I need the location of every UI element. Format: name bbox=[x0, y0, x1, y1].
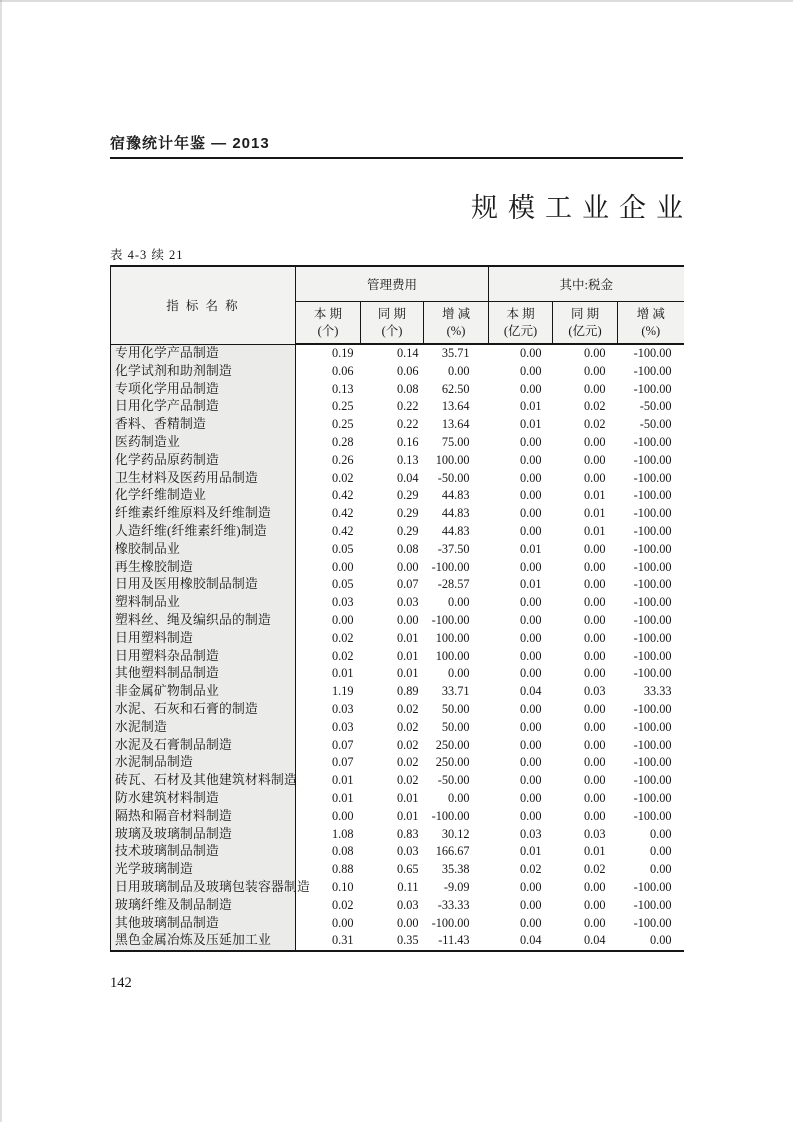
indicator-name-cell: 卫生材料及医药用品制造 bbox=[111, 470, 296, 488]
value-cell: -11.43 bbox=[438, 933, 470, 948]
value-cell: 0.00 bbox=[396, 915, 419, 930]
table-header bbox=[111, 266, 684, 344]
value-cell: 0.01 bbox=[519, 844, 542, 859]
value-cell: 0.01 bbox=[396, 648, 419, 663]
value-cell: 0.04 bbox=[519, 933, 542, 948]
value-cell: 0.08 bbox=[396, 381, 419, 396]
value-cell: 0.00 bbox=[583, 612, 606, 627]
value-cell: -100.00 bbox=[633, 506, 672, 521]
value-cell: 0.00 bbox=[519, 434, 542, 449]
value-cell: 13.64 bbox=[441, 399, 470, 414]
value-cell: 0.25 bbox=[331, 417, 354, 432]
value-cell: 100.00 bbox=[435, 648, 470, 663]
value-cell: 44.83 bbox=[441, 523, 470, 538]
value-cell: 0.00 bbox=[519, 808, 542, 823]
value-cell: 0.06 bbox=[396, 363, 419, 378]
table-row bbox=[111, 665, 684, 683]
value-cell: 0.00 bbox=[519, 773, 542, 788]
value-cell: 0.00 bbox=[650, 844, 672, 859]
value-cell: -100.00 bbox=[633, 755, 672, 770]
indicator-name-cell: 香料、香精制造 bbox=[111, 416, 296, 434]
indicator-name-cell: 水泥制造 bbox=[111, 719, 296, 737]
value-cell: 33.71 bbox=[441, 684, 470, 699]
value-cell: -37.50 bbox=[437, 541, 470, 556]
value-cell: 0.03 bbox=[331, 719, 354, 734]
table-row bbox=[111, 487, 684, 505]
value-cell: -28.57 bbox=[437, 577, 470, 592]
value-cell: 1.19 bbox=[331, 684, 354, 699]
indicator-name-cell: 防水建筑材料制造 bbox=[111, 790, 296, 808]
value-cell: 0.00 bbox=[583, 879, 606, 894]
indicator-name-cell: 化学纤维制造业 bbox=[111, 487, 296, 505]
indicator-name-cell: 水泥制品制造 bbox=[111, 754, 296, 772]
value-cell: 0.02 bbox=[519, 862, 542, 877]
value-cell: 0.00 bbox=[519, 897, 542, 912]
value-cell: 0.01 bbox=[519, 417, 542, 432]
table-row bbox=[111, 754, 684, 772]
table-row bbox=[111, 612, 684, 630]
indicator-name-cell: 非金属矿物制品业 bbox=[111, 683, 296, 701]
value-cell: -50.00 bbox=[639, 417, 672, 432]
value-cell: 0.00 bbox=[519, 363, 542, 378]
value-cell: 0.10 bbox=[331, 879, 354, 894]
value-cell: 0.00 bbox=[519, 790, 542, 805]
indicator-name-cell: 玻璃纤维及制品制造 bbox=[111, 897, 296, 915]
value-cell: 0.28 bbox=[331, 434, 354, 449]
value-cell: -100.00 bbox=[633, 346, 672, 360]
value-cell: 0.00 bbox=[447, 666, 470, 681]
value-cell: 0.29 bbox=[396, 523, 419, 538]
value-cell: -100.00 bbox=[633, 577, 672, 592]
value-cell: 0.00 bbox=[331, 808, 354, 823]
indicator-name-cell: 再生橡胶制造 bbox=[111, 559, 296, 577]
value-cell: 0.04 bbox=[396, 470, 419, 485]
value-cell: -100.00 bbox=[633, 541, 672, 556]
value-cell: 0.00 bbox=[650, 933, 672, 948]
table-row bbox=[111, 559, 684, 577]
value-cell: 0.00 bbox=[583, 808, 606, 823]
table-row bbox=[111, 737, 684, 755]
value-cell: 0.00 bbox=[519, 452, 542, 467]
value-cell: 0.07 bbox=[331, 737, 354, 752]
value-cell: 0.35 bbox=[396, 933, 419, 948]
indicator-name-cell: 塑料丝、绳及编织品的制造 bbox=[111, 612, 296, 630]
value-cell: 0.00 bbox=[396, 612, 419, 627]
value-cell: 0.08 bbox=[396, 541, 419, 556]
value-cell: 0.00 bbox=[519, 488, 542, 503]
value-cell: 0.02 bbox=[583, 862, 606, 877]
table-row bbox=[111, 630, 684, 648]
value-cell: -33.33 bbox=[437, 897, 470, 912]
value-cell: 0.00 bbox=[583, 755, 606, 770]
value-cell: 0.00 bbox=[583, 666, 606, 681]
indicator-name-cell: 塑料制品业 bbox=[111, 594, 296, 612]
value-cell: 0.31 bbox=[331, 933, 354, 948]
value-cell: -100.00 bbox=[633, 381, 672, 396]
value-cell: 44.83 bbox=[441, 488, 470, 503]
col-header-indicator-name: 指 标 名 称 bbox=[111, 266, 296, 344]
table-row bbox=[111, 772, 684, 790]
value-cell: 0.00 bbox=[583, 773, 606, 788]
value-cell: -100.00 bbox=[633, 915, 672, 930]
sub-header-cell: 同 期 (个) bbox=[361, 302, 424, 345]
indicator-name-cell: 水泥及石膏制品制造 bbox=[111, 737, 296, 755]
value-cell: -50.00 bbox=[437, 470, 470, 485]
value-cell: 0.00 bbox=[583, 737, 606, 752]
value-cell: 0.00 bbox=[583, 452, 606, 467]
value-cell: 0.01 bbox=[519, 399, 542, 414]
value-cell: 0.00 bbox=[519, 630, 542, 645]
value-cell: 0.03 bbox=[583, 826, 606, 841]
value-cell: 0.22 bbox=[396, 417, 419, 432]
value-cell: -100.00 bbox=[633, 630, 672, 645]
value-cell: 0.25 bbox=[331, 399, 354, 414]
value-cell: 0.04 bbox=[519, 684, 542, 699]
value-cell: 0.00 bbox=[583, 630, 606, 645]
table-row bbox=[111, 594, 684, 612]
indicator-name-cell: 砖瓦、石材及其他建筑材料制造 bbox=[111, 772, 296, 790]
value-cell: 0.29 bbox=[396, 488, 419, 503]
indicator-name-cell: 专用化学产品制造 bbox=[111, 344, 296, 363]
value-cell: 62.50 bbox=[441, 381, 470, 396]
table-row bbox=[111, 523, 684, 541]
value-cell: 0.13 bbox=[396, 452, 419, 467]
value-cell: 0.11 bbox=[397, 879, 419, 894]
sub-header-cell: 本 期 (亿元) bbox=[489, 302, 553, 345]
table-row bbox=[111, 843, 684, 861]
value-cell: 0.02 bbox=[583, 417, 606, 432]
value-cell: 0.00 bbox=[331, 612, 354, 627]
value-cell: 0.04 bbox=[583, 933, 606, 948]
table-row bbox=[111, 861, 684, 879]
value-cell: 0.03 bbox=[331, 595, 354, 610]
value-cell: 0.01 bbox=[519, 541, 542, 556]
value-cell: 0.03 bbox=[519, 826, 542, 841]
value-cell: 0.42 bbox=[331, 488, 354, 503]
value-cell: 30.12 bbox=[441, 826, 470, 841]
indicator-name-cell: 黑色金属冶炼及压延加工业 bbox=[111, 932, 296, 951]
value-cell: -100.00 bbox=[633, 434, 672, 449]
value-cell: 0.00 bbox=[583, 434, 606, 449]
indicator-name-cell: 其他塑料制品制造 bbox=[111, 665, 296, 683]
value-cell: 33.33 bbox=[643, 684, 672, 699]
value-cell: 0.06 bbox=[331, 363, 354, 378]
value-cell: 0.02 bbox=[331, 897, 354, 912]
indicator-name-cell: 橡胶制品业 bbox=[111, 541, 296, 559]
value-cell: -100.00 bbox=[633, 648, 672, 663]
indicator-name-cell: 日用塑料杂品制造 bbox=[111, 648, 296, 666]
indicator-name-cell: 纤维素纤维原料及纤维制造 bbox=[111, 505, 296, 523]
value-cell: -100.00 bbox=[633, 737, 672, 752]
table-row bbox=[111, 648, 684, 666]
value-cell: 0.00 bbox=[583, 381, 606, 396]
value-cell: 100.00 bbox=[435, 452, 470, 467]
table-body bbox=[111, 344, 684, 951]
table-row bbox=[111, 683, 684, 701]
value-cell: 0.00 bbox=[650, 862, 672, 877]
value-cell: 0.01 bbox=[583, 488, 606, 503]
value-cell: -100.00 bbox=[633, 470, 672, 485]
value-cell: 0.01 bbox=[331, 666, 354, 681]
sub-header-cell: 同 期 (亿元) bbox=[553, 302, 618, 345]
value-cell: 0.03 bbox=[583, 684, 606, 699]
value-cell: 0.01 bbox=[583, 523, 606, 538]
value-cell: -100.00 bbox=[633, 879, 672, 894]
value-cell: 0.03 bbox=[396, 897, 419, 912]
value-cell: -100.00 bbox=[633, 612, 672, 627]
value-cell: -100.00 bbox=[633, 808, 672, 823]
value-cell: 0.00 bbox=[583, 470, 606, 485]
value-cell: 0.00 bbox=[583, 541, 606, 556]
value-cell: 0.00 bbox=[583, 790, 606, 805]
value-cell: 0.00 bbox=[331, 559, 354, 574]
table-row bbox=[111, 897, 684, 915]
indicator-name-cell: 日用化学产品制造 bbox=[111, 398, 296, 416]
value-cell: -100.00 bbox=[431, 915, 470, 930]
table-row bbox=[111, 363, 684, 381]
table-row bbox=[111, 808, 684, 826]
value-cell: 0.01 bbox=[331, 773, 354, 788]
value-cell: -100.00 bbox=[633, 773, 672, 788]
indicator-name-cell: 其他玻璃制品制造 bbox=[111, 915, 296, 933]
indicator-name-cell: 化学药品原药制造 bbox=[111, 452, 296, 470]
indicator-name-cell: 日用玻璃制品及玻璃包装容器制造 bbox=[111, 879, 296, 897]
value-cell: 0.00 bbox=[519, 506, 542, 521]
value-cell: 0.19 bbox=[331, 346, 354, 360]
table-number-label: 表 4-3 续 21 bbox=[110, 248, 184, 262]
value-cell: 0.00 bbox=[331, 915, 354, 930]
value-cell: 35.38 bbox=[441, 862, 470, 877]
value-cell: -100.00 bbox=[633, 701, 672, 716]
table-row bbox=[111, 576, 684, 594]
value-cell: 0.00 bbox=[519, 470, 542, 485]
value-cell: -100.00 bbox=[431, 808, 470, 823]
indicator-name-cell: 日用塑料制造 bbox=[111, 630, 296, 648]
value-cell: 0.00 bbox=[583, 915, 606, 930]
value-cell: 0.00 bbox=[583, 719, 606, 734]
value-cell: 0.00 bbox=[396, 559, 419, 574]
sub-header-cell: 增 减 (%) bbox=[618, 302, 684, 345]
page-title-text: 规模工业企业 bbox=[471, 193, 693, 223]
value-cell: 0.14 bbox=[396, 346, 419, 360]
value-cell: 13.64 bbox=[441, 417, 470, 432]
value-cell: 0.01 bbox=[396, 630, 419, 645]
value-cell: -100.00 bbox=[633, 452, 672, 467]
table-row bbox=[111, 381, 684, 399]
indicator-name-cell: 技术玻璃制品制造 bbox=[111, 843, 296, 861]
value-cell: -9.09 bbox=[443, 879, 470, 894]
table-row bbox=[111, 416, 684, 434]
value-cell: 0.03 bbox=[396, 595, 419, 610]
value-cell: 0.00 bbox=[519, 666, 542, 681]
indicator-name-cell: 日用及医用橡胶制品制造 bbox=[111, 576, 296, 594]
indicator-name-cell: 专项化学用品制造 bbox=[111, 381, 296, 399]
table-row bbox=[111, 434, 684, 452]
value-cell: -100.00 bbox=[633, 719, 672, 734]
value-cell: 0.42 bbox=[331, 506, 354, 521]
value-cell: 0.00 bbox=[519, 701, 542, 716]
indicator-name-cell: 隔热和隔音材料制造 bbox=[111, 808, 296, 826]
value-cell: 0.02 bbox=[396, 773, 419, 788]
table-row bbox=[111, 505, 684, 523]
value-cell: 0.00 bbox=[519, 595, 542, 610]
value-cell: 0.05 bbox=[331, 577, 354, 592]
value-cell: 0.02 bbox=[583, 399, 606, 414]
table-row bbox=[111, 344, 684, 363]
value-cell: 166.67 bbox=[435, 844, 470, 859]
value-cell: 1.08 bbox=[331, 826, 354, 841]
indicator-name-cell: 人造纤维(纤维素纤维)制造 bbox=[111, 523, 296, 541]
value-cell: 0.00 bbox=[519, 737, 542, 752]
value-cell: -100.00 bbox=[633, 897, 672, 912]
value-cell: 0.00 bbox=[519, 879, 542, 894]
value-cell: 0.03 bbox=[331, 701, 354, 716]
value-cell: 0.00 bbox=[447, 595, 470, 610]
value-cell: 0.00 bbox=[519, 915, 542, 930]
indicator-name-cell: 化学试剂和助剂制造 bbox=[111, 363, 296, 381]
value-cell: 0.02 bbox=[396, 755, 419, 770]
value-cell: 250.00 bbox=[435, 755, 470, 770]
value-cell: 0.29 bbox=[396, 506, 419, 521]
value-cell: 0.00 bbox=[583, 577, 606, 592]
value-cell: 0.01 bbox=[519, 577, 542, 592]
yearbook-edition-label: 宿豫统计年鉴 — 2013 bbox=[110, 135, 270, 152]
value-cell: 0.00 bbox=[447, 363, 470, 378]
value-cell: 0.02 bbox=[396, 737, 419, 752]
value-cell: 0.01 bbox=[583, 844, 606, 859]
page-number: 142 bbox=[110, 975, 132, 991]
value-cell: 0.01 bbox=[331, 790, 354, 805]
value-cell: 0.08 bbox=[331, 844, 354, 859]
page-title bbox=[110, 186, 693, 225]
sub-header-cell: 增 减 (%) bbox=[424, 302, 489, 345]
value-cell: 0.00 bbox=[583, 648, 606, 663]
value-cell: 0.02 bbox=[396, 701, 419, 716]
table-row bbox=[111, 719, 684, 737]
statistics-table bbox=[110, 265, 684, 952]
value-cell: -100.00 bbox=[633, 363, 672, 378]
value-cell: -100.00 bbox=[633, 559, 672, 574]
value-cell: 250.00 bbox=[435, 737, 470, 752]
value-cell: 0.00 bbox=[519, 755, 542, 770]
value-cell: -100.00 bbox=[633, 488, 672, 503]
value-cell: 0.00 bbox=[583, 897, 606, 912]
value-cell: 0.00 bbox=[519, 346, 542, 360]
value-cell: 0.01 bbox=[396, 808, 419, 823]
value-cell: 0.00 bbox=[519, 381, 542, 396]
group-header-tax: 其中:税金 bbox=[489, 266, 684, 302]
table-row bbox=[111, 398, 684, 416]
value-cell: 100.00 bbox=[435, 630, 470, 645]
value-cell: 0.00 bbox=[583, 595, 606, 610]
value-cell: 0.65 bbox=[396, 862, 419, 877]
table-row bbox=[111, 541, 684, 559]
value-cell: 0.42 bbox=[331, 523, 354, 538]
value-cell: 0.00 bbox=[447, 790, 470, 805]
value-cell: 0.00 bbox=[519, 612, 542, 627]
value-cell: 35.71 bbox=[441, 346, 470, 360]
value-cell: -100.00 bbox=[431, 612, 470, 627]
value-cell: 0.00 bbox=[583, 701, 606, 716]
value-cell: 0.01 bbox=[396, 666, 419, 681]
value-cell: 0.00 bbox=[519, 719, 542, 734]
value-cell: 0.02 bbox=[396, 719, 419, 734]
value-cell: -100.00 bbox=[633, 595, 672, 610]
sub-header-cell: 本 期 (个) bbox=[296, 302, 361, 345]
indicator-name-cell: 玻璃及玻璃制品制造 bbox=[111, 826, 296, 844]
value-cell: 0.02 bbox=[331, 648, 354, 663]
value-cell: 0.07 bbox=[396, 577, 419, 592]
value-cell: 0.00 bbox=[519, 559, 542, 574]
group-header-row bbox=[111, 266, 684, 302]
value-cell: 0.83 bbox=[396, 826, 419, 841]
indicator-name-cell: 光学玻璃制造 bbox=[111, 861, 296, 879]
value-cell: 0.26 bbox=[331, 452, 354, 467]
value-cell: 0.01 bbox=[583, 506, 606, 521]
table-row bbox=[111, 826, 684, 844]
value-cell: 0.05 bbox=[331, 541, 354, 556]
value-cell: 0.00 bbox=[583, 346, 606, 360]
value-cell: 0.01 bbox=[396, 790, 419, 805]
table-row bbox=[111, 879, 684, 897]
value-cell: 0.00 bbox=[583, 363, 606, 378]
value-cell: 0.00 bbox=[583, 559, 606, 574]
table-row bbox=[111, 932, 684, 951]
table-row bbox=[111, 790, 684, 808]
value-cell: 0.16 bbox=[396, 434, 419, 449]
value-cell: -50.00 bbox=[437, 773, 470, 788]
table-row bbox=[111, 915, 684, 933]
value-cell: 0.00 bbox=[650, 826, 672, 841]
value-cell: 0.02 bbox=[331, 630, 354, 645]
value-cell: -100.00 bbox=[633, 666, 672, 681]
group-header-management-fee: 管理费用 bbox=[296, 266, 489, 302]
value-cell: -100.00 bbox=[633, 523, 672, 538]
value-cell: 50.00 bbox=[441, 701, 470, 716]
value-cell: 0.22 bbox=[396, 399, 419, 414]
value-cell: 0.00 bbox=[519, 648, 542, 663]
value-cell: 50.00 bbox=[441, 719, 470, 734]
value-cell: 44.83 bbox=[441, 506, 470, 521]
value-cell: 0.00 bbox=[519, 523, 542, 538]
value-cell: 0.89 bbox=[396, 684, 419, 699]
value-cell: 0.07 bbox=[331, 755, 354, 770]
table-row bbox=[111, 701, 684, 719]
value-cell: 0.13 bbox=[331, 381, 354, 396]
value-cell: 75.00 bbox=[441, 434, 470, 449]
table-row bbox=[111, 452, 684, 470]
page-header bbox=[110, 132, 683, 159]
value-cell: -50.00 bbox=[639, 399, 672, 414]
indicator-name-cell: 医药制造业 bbox=[111, 434, 296, 452]
value-cell: 0.88 bbox=[331, 862, 354, 877]
value-cell: 0.03 bbox=[396, 844, 419, 859]
value-cell: -100.00 bbox=[633, 790, 672, 805]
table-row bbox=[111, 470, 684, 488]
value-cell: -100.00 bbox=[431, 559, 470, 574]
indicator-name-cell: 水泥、石灰和石膏的制造 bbox=[111, 701, 296, 719]
value-cell: 0.02 bbox=[331, 470, 354, 485]
